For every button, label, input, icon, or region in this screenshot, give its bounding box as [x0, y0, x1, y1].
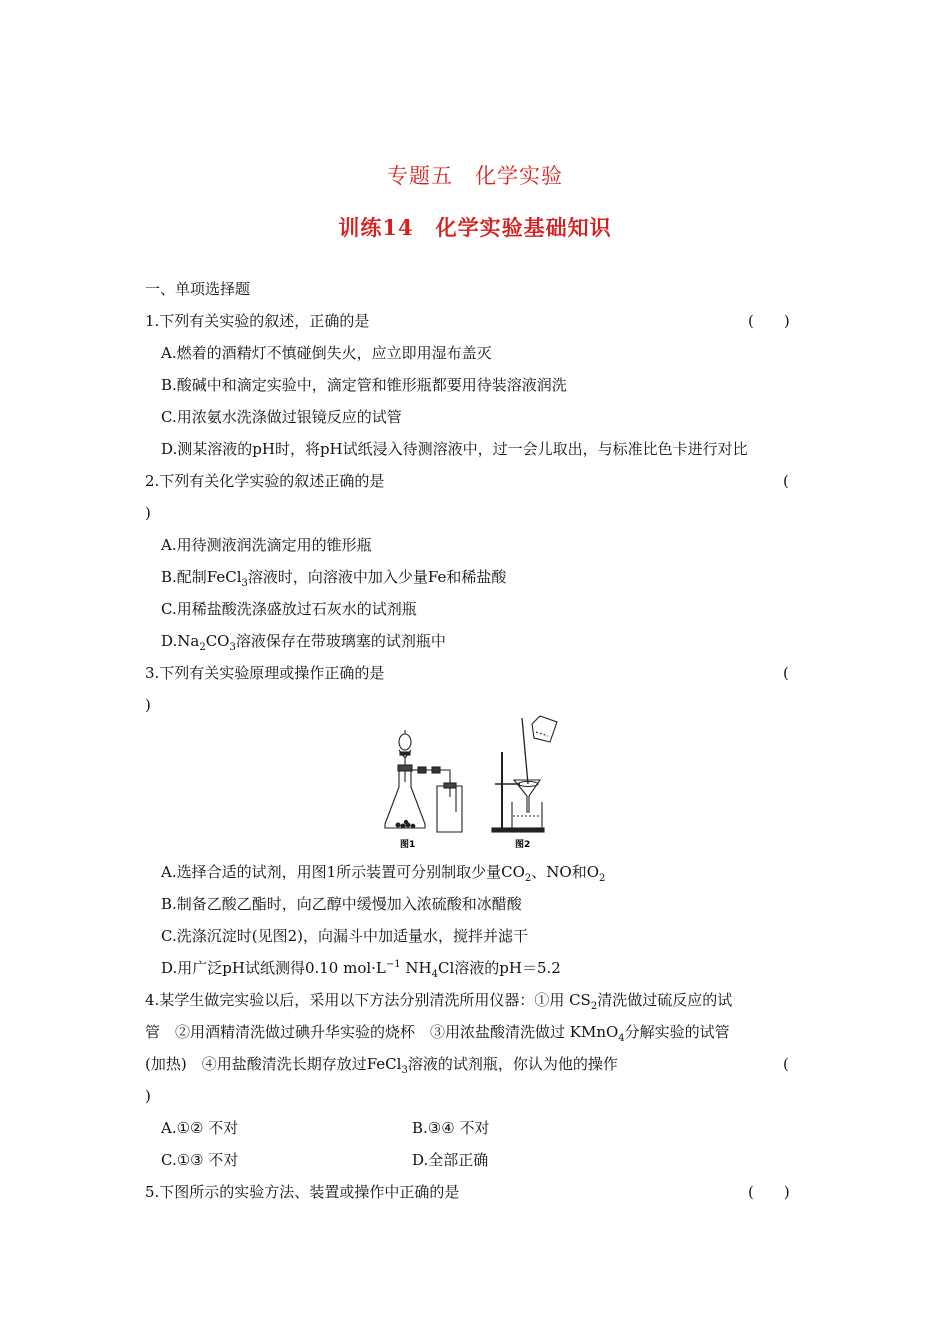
q4-stem-line3: (加热) ④用盐酸清洗长期存放过FeCl$_3$溶液的试剂瓶，你认为他的操作 [145, 1055, 618, 1076]
q3-option-b: B.制备乙酸乙酯时，向乙醇中缓慢加入浓硫酸和冰醋酸 [161, 895, 522, 913]
q1-stem: 1.下列有关实验的叙述，正确的是 [145, 312, 370, 330]
q4-option-a: A.①② 不对 [161, 1119, 239, 1137]
apparatus-figure [382, 712, 572, 852]
fig2-label: 图2 [515, 840, 531, 850]
q1-answer-paren: ( ) [748, 312, 790, 330]
q2-option-b: B.配制FeCl$_3$溶液时，向溶液中加入少量Fe和稀盐酸 [161, 568, 507, 589]
q5-stem: 5.下图所示的实验方法、装置或操作中正确的是 [145, 1183, 460, 1201]
q3-stem: 3.下列有关实验原理或操作正确的是 [145, 664, 385, 682]
q4-paren-right: ) [145, 1087, 151, 1105]
q3-option-a: A.选择合适的试剂，用图1所示装置可分别制取少量$CO_2$、NO和$O_2$ [161, 863, 606, 884]
section-heading: 一、单项选择题 [145, 280, 251, 298]
q2-option-c: C.用稀盐酸洗涤盛放过石灰水的试剂瓶 [161, 600, 417, 618]
page-title: 专题五 化学实验 [387, 164, 563, 188]
q4-option-c: C.①③ 不对 [161, 1151, 239, 1169]
pouring-beaker [532, 716, 557, 742]
q1-option-d: D.测某溶液的pH时，将pH试纸浸入待测溶液中，过一会儿取出，与标准比色卡进行对比 [161, 440, 748, 458]
q4-stem-line2: 管 ②用酒精清洗做过碘升华实验的烧杯 ③用浓盐酸清洗做过 KMnO$_4$分解实验的试管 [145, 1023, 730, 1044]
q4-stem-line1: 4.某学生做完实验以后，采用以下方法分别清洗所用仪器：①用 $CS_2$清洗做过硫反应的试 [145, 991, 733, 1012]
q4-option-b: B.③④ 不对 [412, 1119, 490, 1137]
q1-option-c: C.用浓氨水洗涤做过银镜反应的试管 [161, 408, 402, 426]
q2-paren-right: ) [145, 504, 151, 522]
q2-option-a: A.用待测液润洗滴定用的锥形瓶 [161, 536, 372, 554]
apparatus-drawing [382, 712, 572, 852]
funnel-bulb [399, 734, 411, 750]
q3-option-c: C.洗涤沉淀时(见图2)，向漏斗中加适量水，搅拌并滤干 [161, 927, 528, 945]
q3-paren-right: ) [145, 696, 151, 714]
q3-paren-left: ( [783, 664, 789, 682]
q5-answer-paren: ( ) [748, 1183, 790, 1201]
q4-option-d: D.全部正确 [412, 1151, 489, 1169]
page-subtitle: 训练14 化学实验基础知识 [338, 215, 612, 240]
q2-option-d: $D.Na_2CO_3$溶液保存在带玻璃塞的试剂瓶中 [161, 632, 446, 653]
q3-option-d: D.用广泛pH试纸测得0.10 $mol\cdot L^{-1}$ $NH_4Cl$溶液的pH＝5.2 [161, 959, 561, 980]
fig1-label: 图1 [400, 840, 416, 850]
filter-funnel [514, 780, 540, 812]
q2-stem: 2.下列有关化学实验的叙述正确的是 [145, 472, 385, 490]
q4-paren-left: ( [783, 1055, 789, 1073]
q1-option-a: A.燃着的酒精灯不慎碰倒失火，应立即用湿布盖灭 [161, 344, 492, 362]
q2-paren-left: ( [783, 472, 789, 490]
q1-option-b: B.酸碱中和滴定实验中，滴定管和锥形瓶都要用待装溶液润洗 [161, 376, 567, 394]
